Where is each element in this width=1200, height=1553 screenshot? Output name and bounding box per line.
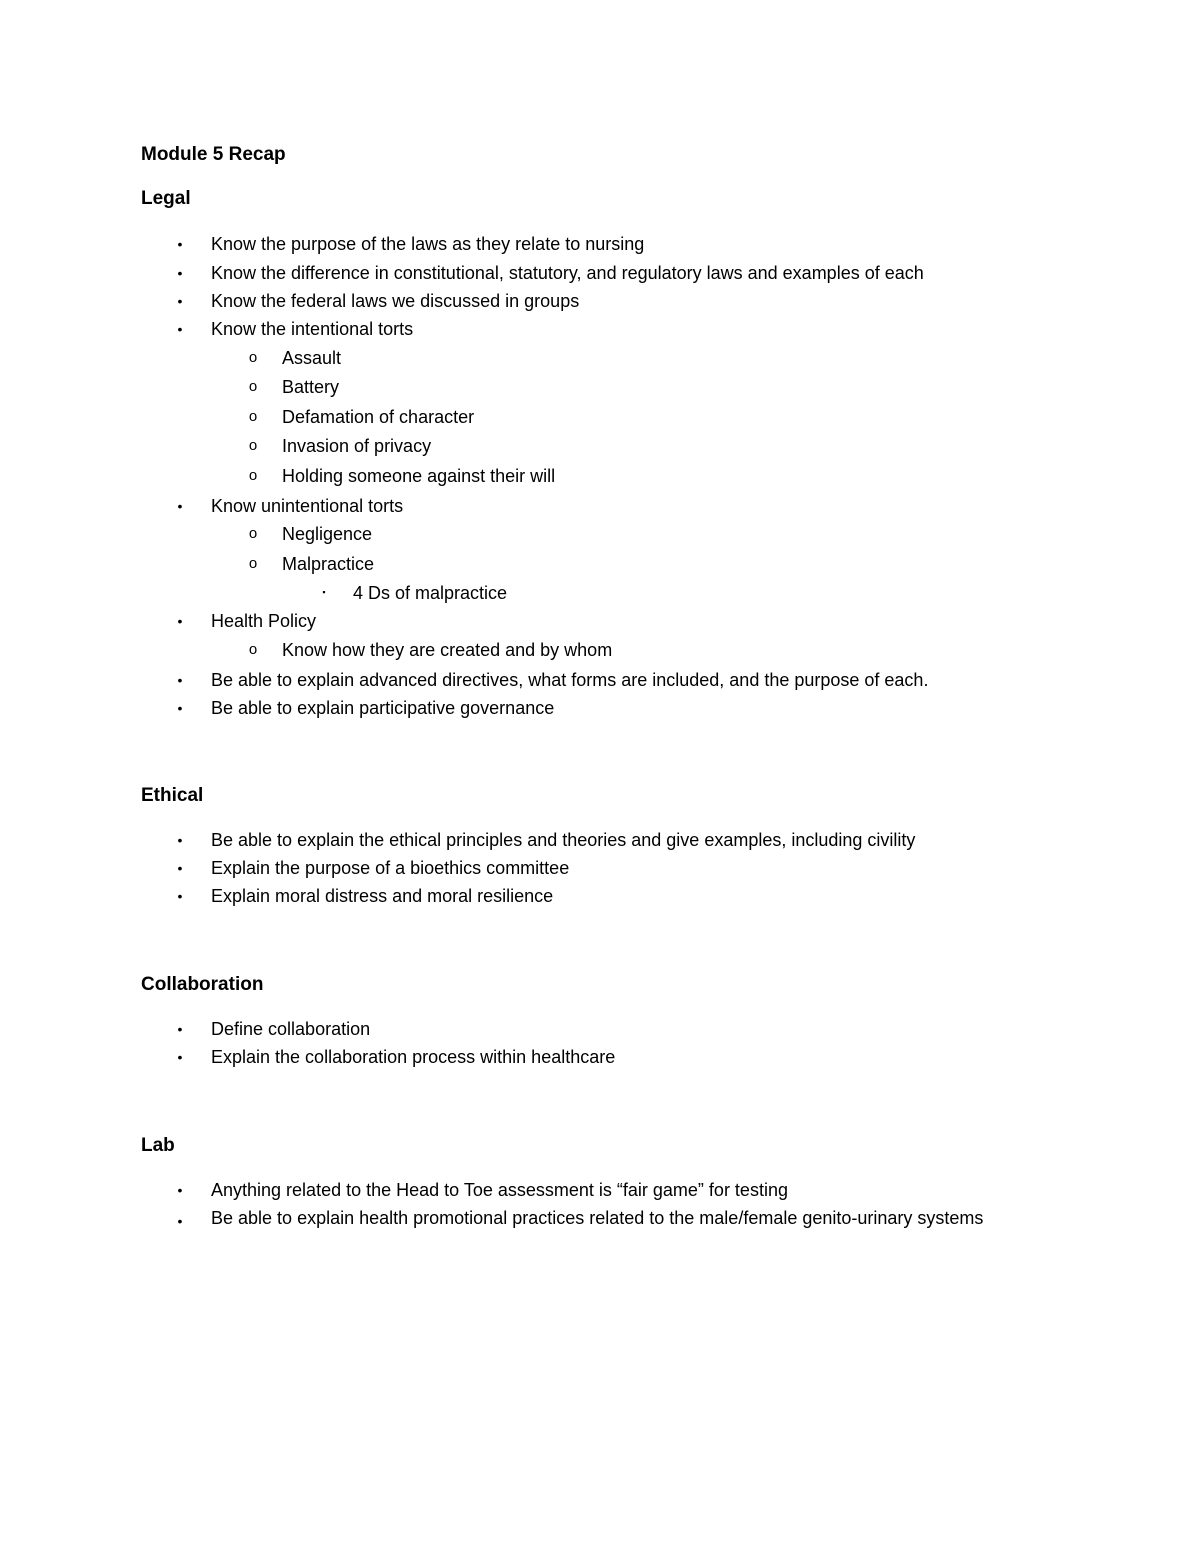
- list-item-text: Be able to explain advanced directives, what forms are included, and the purpose of each.: [211, 670, 929, 690]
- sub-list-item-text: Malpractice: [282, 554, 375, 574]
- list-item-text: Know the purpose of the laws as they relate to nursing: [211, 234, 645, 254]
- list-item-text: Know the intentional torts: [211, 319, 414, 339]
- list-item: [177, 1204, 1011, 1232]
- bullet-icon: •: [177, 265, 183, 281]
- list-item: [177, 857, 570, 879]
- bullet-icon: •: [177, 1021, 183, 1037]
- list-item: [177, 1179, 788, 1201]
- list-item: [177, 318, 414, 340]
- bullet-icon: •: [177, 293, 183, 309]
- bullet-icon: •: [177, 860, 183, 876]
- sub-list-item: [248, 523, 373, 545]
- circle-bullet-icon: o: [248, 555, 258, 572]
- sub-sub-list-item-text: 4 Ds of malpractice: [353, 583, 508, 603]
- section-heading-collaboration: Collaboration: [141, 974, 264, 995]
- sub-list-item-text: Defamation of character: [282, 407, 475, 427]
- sub-list-item-text: Holding someone against their will: [282, 466, 556, 486]
- bullet-icon: •: [177, 236, 183, 252]
- list-item-text: Be able to explain the ethical principles and theories and give examples, including civility: [211, 830, 916, 850]
- sub-list-item-text: Invasion of privacy: [282, 436, 432, 456]
- bullet-icon: •: [177, 613, 183, 629]
- circle-bullet-icon: o: [248, 467, 258, 484]
- sub-list-item: [248, 465, 556, 487]
- bullet-icon: •: [177, 1049, 183, 1065]
- bullet-icon: •: [177, 832, 183, 848]
- section-heading-ethical: Ethical: [141, 785, 204, 806]
- list-item: [177, 885, 554, 907]
- sub-list-item-text: Negligence: [282, 524, 373, 544]
- sub-list-item: [248, 553, 375, 575]
- list-item: [177, 1046, 616, 1068]
- list-item: [177, 829, 916, 851]
- list-item: [177, 262, 924, 284]
- sub-list-item: [248, 406, 475, 428]
- list-item-text: Know the federal laws we discussed in groups: [211, 291, 580, 311]
- section-heading-legal: Legal: [141, 188, 191, 209]
- circle-bullet-icon: o: [248, 378, 258, 395]
- list-item-text: Be able to explain health promotional practices related to the male/female genito-urinary systems: [211, 1208, 984, 1228]
- document-title: Module 5 Recap: [141, 144, 286, 165]
- list-item-text: Explain the collaboration process within healthcare: [211, 1047, 616, 1067]
- list-item: [177, 697, 555, 719]
- list-item: [177, 1018, 371, 1040]
- bullet-icon: •: [177, 1213, 183, 1229]
- sub-list-item-text: Battery: [282, 377, 340, 397]
- list-item-text: Anything related to the Head to Toe assessment is “fair game” for testing: [211, 1180, 788, 1200]
- sub-list-item-text: Assault: [282, 348, 342, 368]
- bullet-icon: •: [177, 1182, 183, 1198]
- sub-list-item: [248, 376, 340, 398]
- list-item: [177, 233, 645, 255]
- circle-bullet-icon: o: [248, 408, 258, 425]
- bullet-icon: •: [177, 700, 183, 716]
- sub-list-item: [248, 435, 432, 457]
- sub-list-item: [248, 639, 613, 661]
- list-item-text: Know unintentional torts: [211, 496, 404, 516]
- section-heading-lab: Lab: [141, 1135, 175, 1156]
- list-item: [177, 495, 404, 517]
- square-bullet-icon: ▪: [322, 587, 326, 597]
- bullet-icon: •: [177, 672, 183, 688]
- circle-bullet-icon: o: [248, 437, 258, 454]
- circle-bullet-icon: o: [248, 525, 258, 542]
- sub-sub-list-item: [322, 582, 508, 604]
- list-item: [177, 610, 317, 632]
- list-item-text: Health Policy: [211, 611, 317, 631]
- sub-list-item: [248, 347, 342, 369]
- bullet-icon: •: [177, 498, 183, 514]
- list-item-text: Explain moral distress and moral resilience: [211, 886, 554, 906]
- sub-list-item-text: Know how they are created and by whom: [282, 640, 613, 660]
- circle-bullet-icon: o: [248, 349, 258, 366]
- list-item: [177, 669, 929, 691]
- list-item-text: Explain the purpose of a bioethics committee: [211, 858, 570, 878]
- circle-bullet-icon: o: [248, 641, 258, 658]
- list-item-text: Know the difference in constitutional, statutory, and regulatory laws and examples of each: [211, 263, 924, 283]
- list-item-text: Define collaboration: [211, 1019, 371, 1039]
- list-item: [177, 290, 580, 312]
- bullet-icon: •: [177, 321, 183, 337]
- list-item-text: Be able to explain participative governance: [211, 698, 555, 718]
- bullet-icon: •: [177, 888, 183, 904]
